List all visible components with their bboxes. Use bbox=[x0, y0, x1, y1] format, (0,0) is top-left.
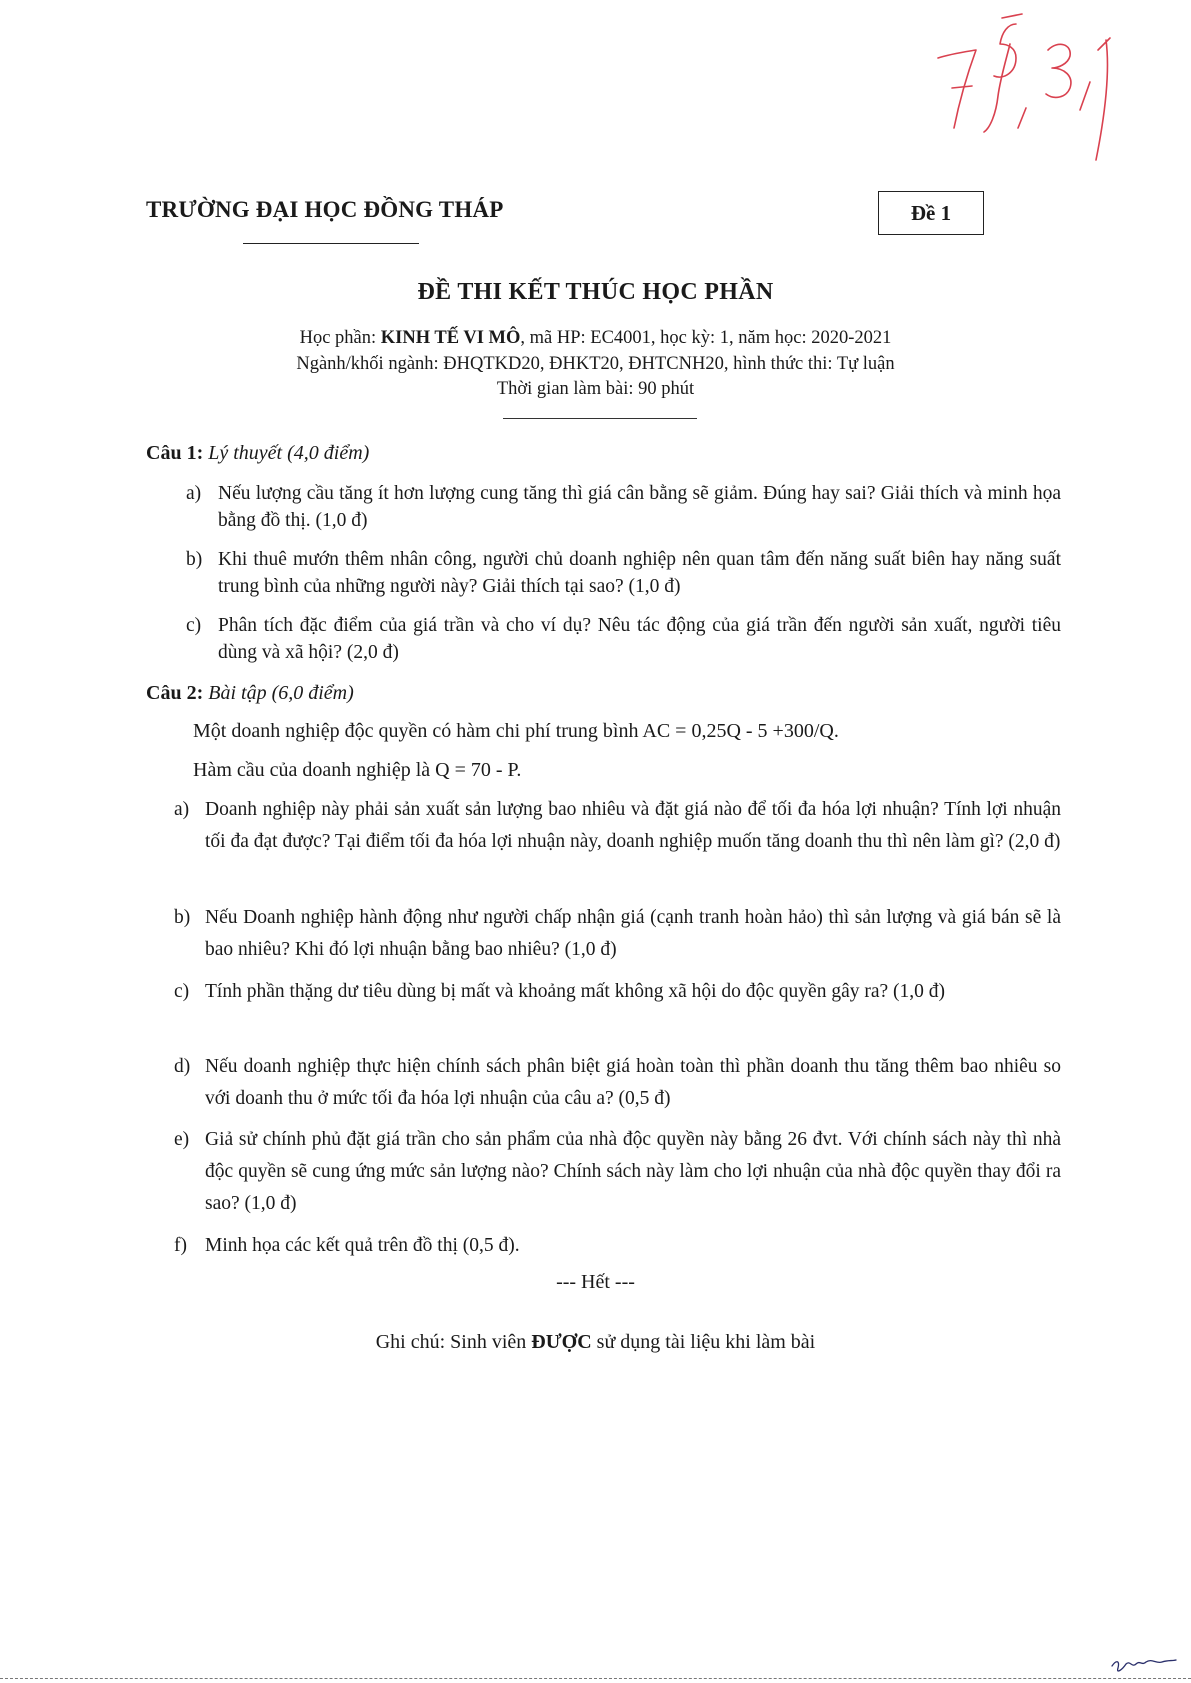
question2-heading bbox=[146, 682, 354, 705]
page-bottom-edge bbox=[0, 1678, 1191, 1679]
question2-label: Câu 2: bbox=[146, 682, 204, 704]
item-label: c) bbox=[186, 615, 202, 636]
question1-title: Lý thuyết (4,0 điểm) bbox=[208, 442, 370, 464]
problem-demand-function: Hàm cầu của doanh nghiệp là Q = 70 - P. bbox=[193, 759, 522, 781]
footer-note bbox=[0, 1331, 1191, 1354]
item-text: Minh họa các kết quả trên đồ thị (0,5 đ). bbox=[205, 1235, 520, 1256]
note-prefix: Ghi chú: Sinh viên bbox=[375, 1331, 532, 1353]
question1-label: Câu 1: bbox=[146, 442, 204, 464]
item-text: Doanh nghiệp này phải sản xuất sản lượng bao nhiêu và đặt giá nào để tối đa hóa lợi nhuận? Tính lợi nhuận tối đa đạt được? Tại điểm tối đa hóa lợi nhuận này, doanh nghiệp muốn tăng doanh thu thì nên làm gì? (2,0 đ) bbox=[205, 799, 1061, 852]
handwritten-grade-note bbox=[930, 10, 1130, 180]
handwritten-signature bbox=[1108, 1652, 1178, 1678]
question2-title: Bài tập (6,0 điểm) bbox=[208, 682, 354, 704]
course-suffix: , mã HP: EC4001, học kỳ: 1, năm học: 2020-2021 bbox=[520, 328, 892, 348]
item-label: f) bbox=[174, 1235, 187, 1256]
item-text: Phân tích đặc điểm của giá trần và cho ví dụ? Nêu tác động của giá trần đến người sản xuất, người tiêu dùng và xã hội? (2,0 đ) bbox=[218, 615, 1061, 663]
problem-cost-function: Một doanh nghiệp độc quyền có hàm chi phí trung bình AC = 0,25Q - 5 +300/Q. bbox=[193, 720, 839, 742]
exam-variant-box bbox=[878, 191, 984, 235]
course-info-line bbox=[0, 328, 1191, 349]
school-name: TRƯỜNG ĐẠI HỌC ĐỒNG THÁP bbox=[146, 197, 504, 222]
note-emphasis: ĐƯỢC bbox=[531, 1331, 592, 1353]
exam-title: ĐỀ THI KẾT THÚC HỌC PHẦN bbox=[417, 279, 774, 305]
course-prefix: Học phần: bbox=[299, 328, 381, 348]
item-text: Nếu Doanh nghiệp hành động như người chấp nhận giá (cạnh tranh hoàn hảo) thì sản lượng và giá bán sẽ là bao nhiêu? Khi đó lợi nhuận bằng bao nhiêu? (1,0 đ) bbox=[205, 907, 1061, 960]
item-label: e) bbox=[174, 1129, 190, 1150]
item-label: b) bbox=[174, 907, 191, 928]
item-label: a) bbox=[186, 483, 202, 504]
course-name: KINH TẾ VI MÔ bbox=[380, 328, 521, 348]
exam-variant-label: Đề 1 bbox=[910, 200, 952, 225]
item-text: Tính phần thặng dư tiêu dùng bị mất và khoảng mất không xã hội do độc quyền gây ra? (1,0 đ) bbox=[205, 981, 946, 1002]
item-text: Nếu lượng cầu tăng ít hơn lượng cung tăng thì giá cân bằng sẽ giảm. Đúng hay sai? Giải thích và minh họa bằng đồ thị. (1,0 đ) bbox=[218, 483, 1061, 531]
item-text: Nếu doanh nghiệp thực hiện chính sách phân biệt giá hoàn toàn thì phần doanh thu tăng thêm bao nhiêu so với doanh thu ở mức tối đa hóa lợi nhuận của câu a? (0,5 đ) bbox=[205, 1056, 1061, 1109]
school-underline bbox=[243, 243, 419, 244]
item-label: b) bbox=[186, 549, 203, 570]
item-text: Giả sử chính phủ đặt giá trần cho sản phẩm của nhà độc quyền này bằng 26 đvt. Với chính sách này thì nhà độc quyền sẽ cung ứng mức sản lượng nào? Chính sách này làm cho lợi nhuận của nhà độc quyền thay đổi ra sao? (1,0 đ) bbox=[205, 1129, 1061, 1214]
header-divider bbox=[503, 418, 697, 419]
item-label: c) bbox=[174, 981, 190, 1002]
item-text: Khi thuê mướn thêm nhân công, người chủ doanh nghiệp nên quan tâm đến năng suất biên hay năng suất trung bình của những người này? Giải thích tại sao? (1,0 đ) bbox=[218, 549, 1061, 597]
duration-line: Thời gian làm bài: 90 phút bbox=[496, 379, 695, 399]
item-label: d) bbox=[174, 1056, 191, 1077]
question1-heading bbox=[146, 442, 369, 465]
item-label: a) bbox=[174, 799, 190, 820]
note-suffix: sử dụng tài liệu khi làm bài bbox=[591, 1331, 816, 1353]
end-mark: --- Hết --- bbox=[556, 1271, 635, 1293]
major-info-line: Ngành/khối ngành: ĐHQTKD20, ĐHKT20, ĐHTCNH20, hình thức thi: Tự luận bbox=[296, 354, 895, 374]
